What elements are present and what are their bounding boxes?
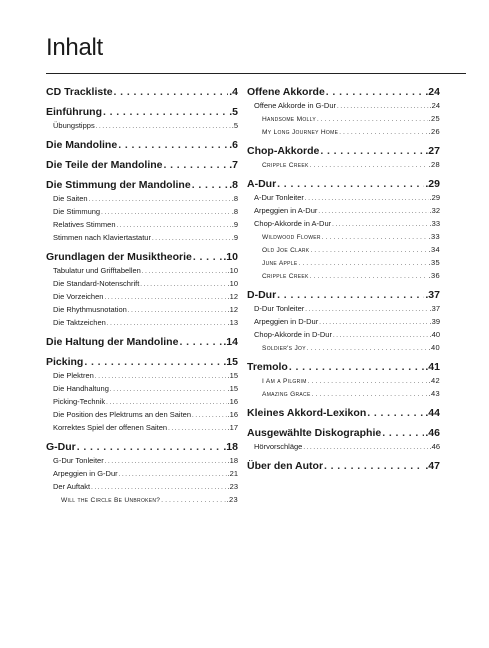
dot-leader (277, 176, 424, 192)
dot-leader (322, 232, 428, 244)
toc-entry-title: Ausgewählte Diskographie (247, 427, 382, 439)
toc-page-number: .24 (425, 86, 440, 98)
toc-page-number: .25 (428, 114, 440, 123)
toc-chapter-cd-trackliste[interactable] (46, 84, 238, 100)
toc-song-june-apple[interactable] (247, 257, 440, 270)
dot-leader (161, 495, 225, 507)
toc-page-number: .47 (425, 460, 440, 472)
dot-leader (277, 287, 424, 303)
toc-section (247, 458, 440, 474)
dot-leader (333, 330, 429, 342)
toc-entry-title: Die Plektren (53, 371, 94, 380)
dot-leader (84, 354, 222, 370)
toc-entry-title: Arpeggien in G-Dur (53, 469, 118, 478)
toc-page-number: .37 (425, 289, 440, 301)
toc-song-soldier-s-joy[interactable] (247, 342, 440, 355)
toc-chapter-tremolo[interactable] (247, 359, 440, 375)
dot-leader (152, 233, 231, 245)
toc-page-number: .8 (229, 179, 238, 191)
dot-leader (89, 194, 231, 206)
toc-subentry-horvorschlage[interactable] (247, 441, 440, 454)
toc-entry-title: Die Position des Plektrums an den Saiten (53, 410, 191, 419)
toc-page-number: .10 (227, 279, 238, 288)
dot-leader (319, 317, 428, 329)
toc-section (46, 177, 238, 245)
toc-section (46, 104, 238, 133)
dot-leader (382, 425, 424, 441)
toc-chapter-a-dur[interactable] (247, 176, 440, 192)
toc-page-number: .21 (227, 469, 238, 478)
toc-entry-title: CD Trackliste (46, 86, 113, 98)
toc-entry-title: My Long Journey Home (262, 129, 339, 136)
toc-page-number: .5 (231, 121, 238, 130)
toc-subentry-stimmen-nach-klaviertastatur[interactable] (46, 232, 238, 245)
toc-section (46, 439, 238, 507)
dot-leader (320, 143, 424, 159)
toc-page-number: .6 (229, 139, 238, 151)
toc-subentry-die-rhythmusnotation[interactable] (46, 304, 238, 317)
toc-page-number: .12 (227, 292, 238, 301)
toc-subentry-g-dur-tonleiter[interactable] (46, 455, 238, 468)
toc-page-number: .23 (226, 495, 238, 504)
dot-leader (95, 371, 227, 383)
dot-leader (193, 249, 223, 265)
dot-leader (310, 271, 428, 283)
toc-section (247, 287, 440, 355)
toc-page-number: .9 (231, 233, 238, 242)
toc-subentry-die-position-des-plektrums-an-den-saiten[interactable] (46, 409, 238, 422)
toc-page-number: .18 (227, 456, 238, 465)
dot-leader (310, 160, 428, 172)
toc-entry-title: Korrektes Spiel der offenen Saiten (53, 423, 168, 432)
toc-page-number: .23 (227, 482, 238, 491)
toc-chapter-chop-akkorde[interactable] (247, 143, 440, 159)
toc-entry-title: Arpeggien in A-Dur (254, 206, 318, 215)
dot-leader (96, 121, 231, 133)
toc-page-number: .18 (223, 441, 238, 453)
toc-entry-title: A-Dur Tonleiter (254, 193, 304, 202)
toc-entry-title: Die Saiten (53, 194, 88, 203)
dot-leader (104, 292, 226, 304)
toc-section (247, 176, 440, 283)
dot-leader (119, 469, 227, 481)
toc-page-number: .29 (425, 178, 440, 190)
toc-section (46, 249, 238, 330)
toc-entry-title: D-Dur Tonleiter (254, 304, 305, 313)
dot-leader (142, 266, 227, 278)
toc-entry-title: Übungstipps (53, 121, 95, 130)
toc-page-number: .32 (429, 206, 440, 215)
dot-leader (77, 439, 223, 455)
toc-chapter-kleines-akkord-lexikon[interactable] (247, 405, 440, 421)
dot-leader (91, 482, 226, 494)
toc-page-number: .10 (223, 251, 238, 263)
toc-section (247, 143, 440, 172)
toc-entry-title: Will the Circle Be Unbroken? (61, 497, 161, 504)
toc-column-right (247, 84, 440, 478)
toc-entry-title: Cripple Creek (262, 273, 309, 280)
dot-leader (307, 343, 428, 355)
toc-entry-title: Die Haltung der Mandoline (46, 336, 179, 348)
toc-entry-title: Die Taktzeichen (53, 318, 106, 327)
toc-chapter-picking[interactable] (46, 354, 238, 370)
toc-chapter-uber-den-autor[interactable] (247, 458, 440, 474)
toc-column-left (46, 84, 238, 511)
toc-page-number: .5 (229, 106, 238, 118)
toc-song-my-long-journey-home[interactable] (247, 126, 440, 139)
toc-entry-title: Die Stimmung (53, 207, 101, 216)
toc-subentry-arpeggien-in-g-dur[interactable] (46, 468, 238, 481)
page-title: Inhalt (46, 34, 103, 61)
toc-song-old-joe-clark[interactable] (247, 244, 440, 257)
toc-entry-title: Die Teile der Mandoline (46, 159, 163, 171)
toc-page-number: .27 (425, 145, 440, 157)
toc-entry-title: Tabulatur und Grifftabellen (53, 266, 141, 275)
toc-song-handsome-molly[interactable] (247, 113, 440, 126)
toc-entry-title: Offene Akkorde (247, 86, 325, 98)
toc-chapter-die-haltung-der-mandoline[interactable] (46, 334, 238, 350)
toc-entry-title: A-Dur (247, 178, 277, 190)
toc-subentry-die-taktzeichen[interactable] (46, 317, 238, 330)
toc-song-i-am-a-pilgrim[interactable] (247, 375, 440, 388)
toc-entry-title: I Am a Pilgrim (262, 378, 307, 385)
toc-entry-title: D-Dur (247, 289, 277, 301)
toc-entry-title: Old Joe Clark (262, 247, 310, 254)
dot-leader (179, 334, 222, 350)
toc-subentry-ubungstipps[interactable] (46, 120, 238, 133)
toc-entry-title: Picking (46, 356, 84, 368)
dot-leader (107, 318, 227, 330)
toc-subentry-tabulatur-und-grifftabellen[interactable] (46, 265, 238, 278)
toc-section (247, 84, 440, 139)
toc-entry-title: Soldier's Joy (262, 345, 306, 352)
toc-page-number: .16 (227, 410, 238, 419)
toc-subentry-chop-akkorde-in-d-dur[interactable] (247, 329, 440, 342)
toc-page-number: .28 (428, 160, 440, 169)
toc-page-number: .36 (428, 271, 440, 280)
toc-entry-title: G-Dur Tonleiter (53, 456, 104, 465)
toc-section (46, 137, 238, 153)
dot-leader (103, 104, 228, 120)
toc-page-number: .14 (223, 336, 238, 348)
toc-chapter-die-mandoline[interactable] (46, 137, 238, 153)
toc-section (46, 354, 238, 435)
toc-entry-title: Picking-Technik (53, 397, 106, 406)
toc-entry-title: Grundlagen der Musiktheorie (46, 251, 192, 263)
toc-song-wildwood-flower[interactable] (247, 231, 440, 244)
toc-entry-title: Wildwood Flower (262, 234, 321, 241)
toc-entry-title: Chop-Akkorde (247, 145, 320, 157)
toc-page-number: .42 (428, 376, 440, 385)
toc-entry-title: Offene Akkorde in G-Dur (254, 101, 336, 110)
toc-page-number: .9 (231, 220, 238, 229)
toc-page-number: .15 (227, 371, 238, 380)
toc-entry-title: Die Handhaltung (53, 384, 109, 393)
toc-subentry-der-auftakt[interactable] (46, 481, 238, 494)
toc-entry-title: G-Dur (46, 441, 76, 453)
dot-leader (192, 177, 229, 193)
dot-leader (305, 304, 428, 316)
toc-entry-title: Arpeggien in D-Dur (254, 317, 319, 326)
toc-section (46, 157, 238, 173)
toc-section (46, 334, 238, 350)
toc-entry-title: Die Mandoline (46, 139, 118, 151)
toc-subentry-a-dur-tonleiter[interactable] (247, 192, 440, 205)
dot-leader (192, 410, 227, 422)
toc-subentry-relatives-stimmen[interactable] (46, 219, 238, 232)
dot-leader (128, 305, 227, 317)
toc-subentry-die-handhaltung[interactable] (46, 383, 238, 396)
toc-entry-title: Amazing Grace (262, 391, 311, 398)
toc-page-number: .8 (231, 207, 238, 216)
toc-page-number: .26 (428, 127, 440, 136)
toc-subentry-d-dur-tonleiter[interactable] (247, 303, 440, 316)
toc-subentry-offene-akkorde-in-g-dur[interactable] (247, 100, 440, 113)
toc-page-number: .39 (429, 317, 440, 326)
dot-leader (118, 137, 228, 153)
dot-leader (317, 114, 428, 126)
dot-leader (101, 207, 231, 219)
dot-leader (114, 84, 229, 100)
toc-subentry-die-saiten[interactable] (46, 193, 238, 206)
toc-entry-title: Die Rhythmusnotation (53, 305, 127, 314)
dot-leader (106, 397, 226, 409)
toc-subentry-die-standard-notenschrift[interactable] (46, 278, 238, 291)
dot-leader (310, 245, 427, 257)
toc-page-number: .4 (229, 86, 238, 98)
toc-page-number: .16 (227, 397, 238, 406)
toc-entry-title: Cripple Creek (262, 162, 309, 169)
dot-leader (367, 405, 424, 421)
toc-entry-title: Chop-Akkorde in A-Dur (254, 219, 332, 228)
toc-section (247, 405, 440, 421)
dot-leader (324, 458, 424, 474)
toc-entry-title: Relatives Stimmen (53, 220, 116, 229)
toc-page-number: .7 (229, 159, 238, 171)
dot-leader (105, 456, 227, 468)
dot-leader (303, 442, 428, 454)
title-rule (46, 73, 466, 74)
toc-page-number: .43 (428, 389, 440, 398)
toc-page-number: .37 (429, 304, 440, 313)
toc-page-number: .40 (428, 343, 440, 352)
dot-leader (312, 389, 428, 401)
dot-leader (289, 359, 425, 375)
toc-entry-title: Kleines Akkord-Lexikon (247, 407, 367, 419)
toc-page-number: .15 (223, 356, 238, 368)
dot-leader (168, 423, 226, 435)
toc-subentry-korrektes-spiel-der-offenen-saiten[interactable] (46, 422, 238, 435)
toc-page-number: .10 (227, 266, 238, 275)
toc-chapter-die-teile-der-mandoline[interactable] (46, 157, 238, 173)
toc-page-number: .33 (428, 232, 440, 241)
toc-entry-title: Tremolo (247, 361, 288, 373)
toc-chapter-d-dur[interactable] (247, 287, 440, 303)
dot-leader (164, 157, 229, 173)
toc-page-number: .29 (429, 193, 440, 202)
dot-leader (318, 206, 428, 218)
toc-subentry-arpeggien-in-a-dur[interactable] (247, 205, 440, 218)
toc-page-number: .17 (227, 423, 238, 432)
dot-leader (110, 384, 227, 396)
toc-page-number: .41 (425, 361, 440, 373)
toc-entry-title: Über den Autor (247, 460, 324, 472)
toc-entry-title: Hörvorschläge (254, 442, 303, 451)
toc-subentry-die-plektren[interactable] (46, 370, 238, 383)
dot-leader (299, 258, 428, 270)
dot-leader (305, 193, 429, 205)
toc-song-cripple-creek[interactable] (247, 270, 440, 283)
toc-song-amazing-grace[interactable] (247, 388, 440, 401)
toc-entry-title: Die Stimmung der Mandoline (46, 179, 191, 191)
toc-entry-title: Handsome Molly (262, 116, 316, 123)
toc-chapter-ausgewahlte-diskographie[interactable] (247, 425, 440, 441)
dot-leader (326, 84, 425, 100)
toc-entry-title: Stimmen nach Klaviertastatur (53, 233, 151, 242)
toc-subentry-die-stimmung[interactable] (46, 206, 238, 219)
toc-chapter-g-dur[interactable] (46, 439, 238, 455)
toc-chapter-die-stimmung-der-mandoline[interactable] (46, 177, 238, 193)
toc-page-number: .8 (231, 194, 238, 203)
toc-entry-title: Die Vorzeichen (53, 292, 104, 301)
toc-subentry-die-vorzeichen[interactable] (46, 291, 238, 304)
toc-subentry-chop-akkorde-in-a-dur[interactable] (247, 218, 440, 231)
dot-leader (117, 220, 231, 232)
toc-chapter-offene-akkorde[interactable] (247, 84, 440, 100)
toc-page-number: .40 (429, 330, 440, 339)
toc-entry-title: June Apple (262, 260, 298, 267)
toc-chapter-grundlagen-der-musiktheorie[interactable] (46, 249, 238, 265)
toc-section (247, 359, 440, 401)
toc-song-will-the-circle-be-unbroken[interactable] (46, 494, 238, 507)
toc-entry-title: Einführung (46, 106, 102, 118)
toc-entry-title: Der Auftakt (53, 482, 91, 491)
dot-leader (337, 101, 429, 113)
dot-leader (332, 219, 428, 231)
toc-page-number: .24 (429, 101, 440, 110)
toc-entry-title: Die Standard-Notenschrift (53, 279, 140, 288)
toc-page-number: .15 (227, 384, 238, 393)
toc-subentry-arpeggien-in-d-dur[interactable] (247, 316, 440, 329)
toc-section (247, 425, 440, 454)
toc-page-number: .34 (428, 245, 440, 254)
toc-subentry-picking-technik[interactable] (46, 396, 238, 409)
toc-page-number: .12 (227, 305, 238, 314)
toc-chapter-einfuhrung[interactable] (46, 104, 238, 120)
dot-leader (140, 279, 226, 291)
toc-page-number: .46 (429, 442, 440, 451)
toc-page-number: .35 (428, 258, 440, 267)
toc-entry-title: Chop-Akkorde in D-Dur (254, 330, 332, 339)
toc-page-number: .46 (425, 427, 440, 439)
toc-song-cripple-creek[interactable] (247, 159, 440, 172)
dot-leader (339, 127, 427, 139)
dot-leader (308, 376, 428, 388)
toc-page-number: .44 (425, 407, 440, 419)
toc-page-number: .13 (227, 318, 238, 327)
toc-page-number: .33 (429, 219, 440, 228)
toc-section (46, 84, 238, 100)
